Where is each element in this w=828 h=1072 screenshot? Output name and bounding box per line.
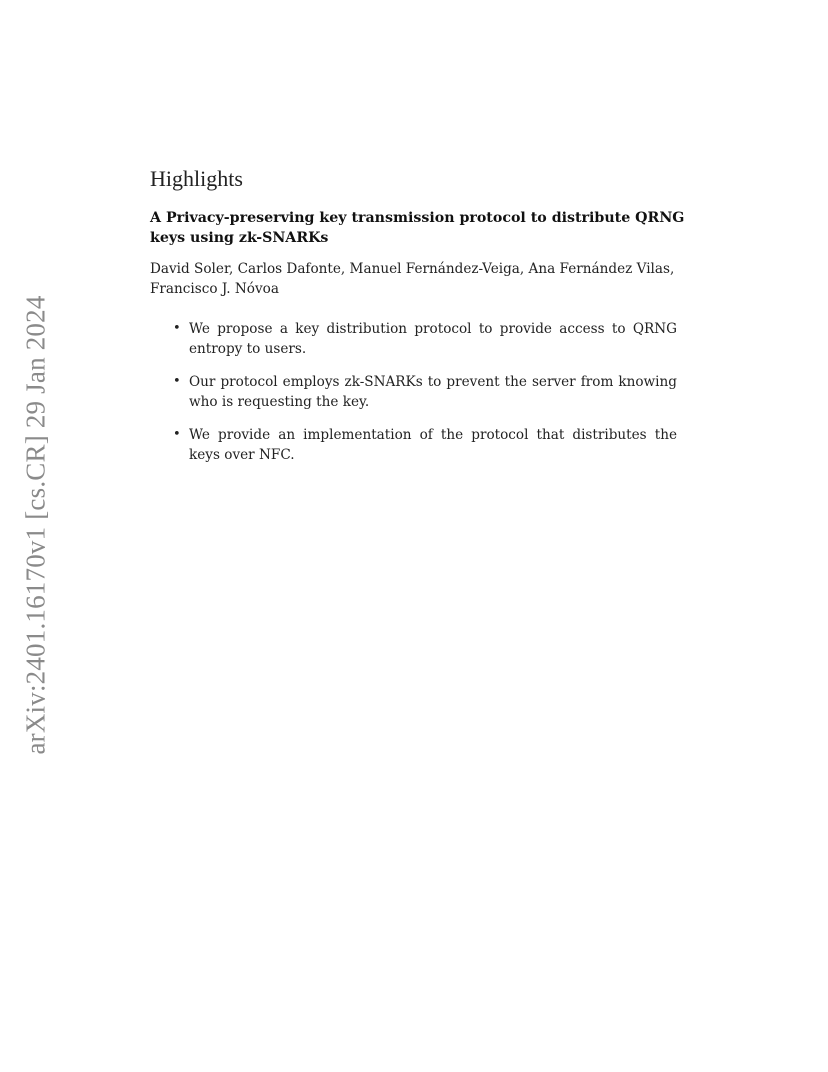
bullet-icon: • bbox=[173, 427, 181, 442]
arxiv-identifier-stamp: arXiv:2401.16170v1 [cs.CR] 29 Jan 2024 bbox=[20, 295, 51, 755]
highlight-item bbox=[173, 425, 677, 465]
highlight-item bbox=[173, 372, 677, 412]
author-list: David Soler, Carlos Dafonte, Manuel Fernández-Veiga, Ana Fernández Vilas, Francisco J. Nóvoa bbox=[150, 261, 675, 297]
bullet-icon: • bbox=[173, 374, 181, 389]
highlight-text: Our protocol employs zk-SNARKs to prevent the server from knowing who is requesting the key. bbox=[189, 374, 677, 410]
highlights-heading: Highlights bbox=[150, 166, 243, 191]
paper-title: A Privacy-preserving key transmission protocol to distribute QRNG keys using zk-SNARKs bbox=[150, 210, 685, 246]
highlights-list bbox=[150, 319, 690, 465]
highlight-text: We propose a key distribution protocol to provide access to QRNG entropy to users. bbox=[189, 321, 677, 357]
bullet-icon: • bbox=[173, 321, 181, 336]
highlights-section bbox=[150, 166, 690, 478]
highlight-text: We provide an implementation of the protocol that distributes the keys over NFC. bbox=[189, 427, 677, 463]
highlight-item bbox=[173, 319, 677, 359]
